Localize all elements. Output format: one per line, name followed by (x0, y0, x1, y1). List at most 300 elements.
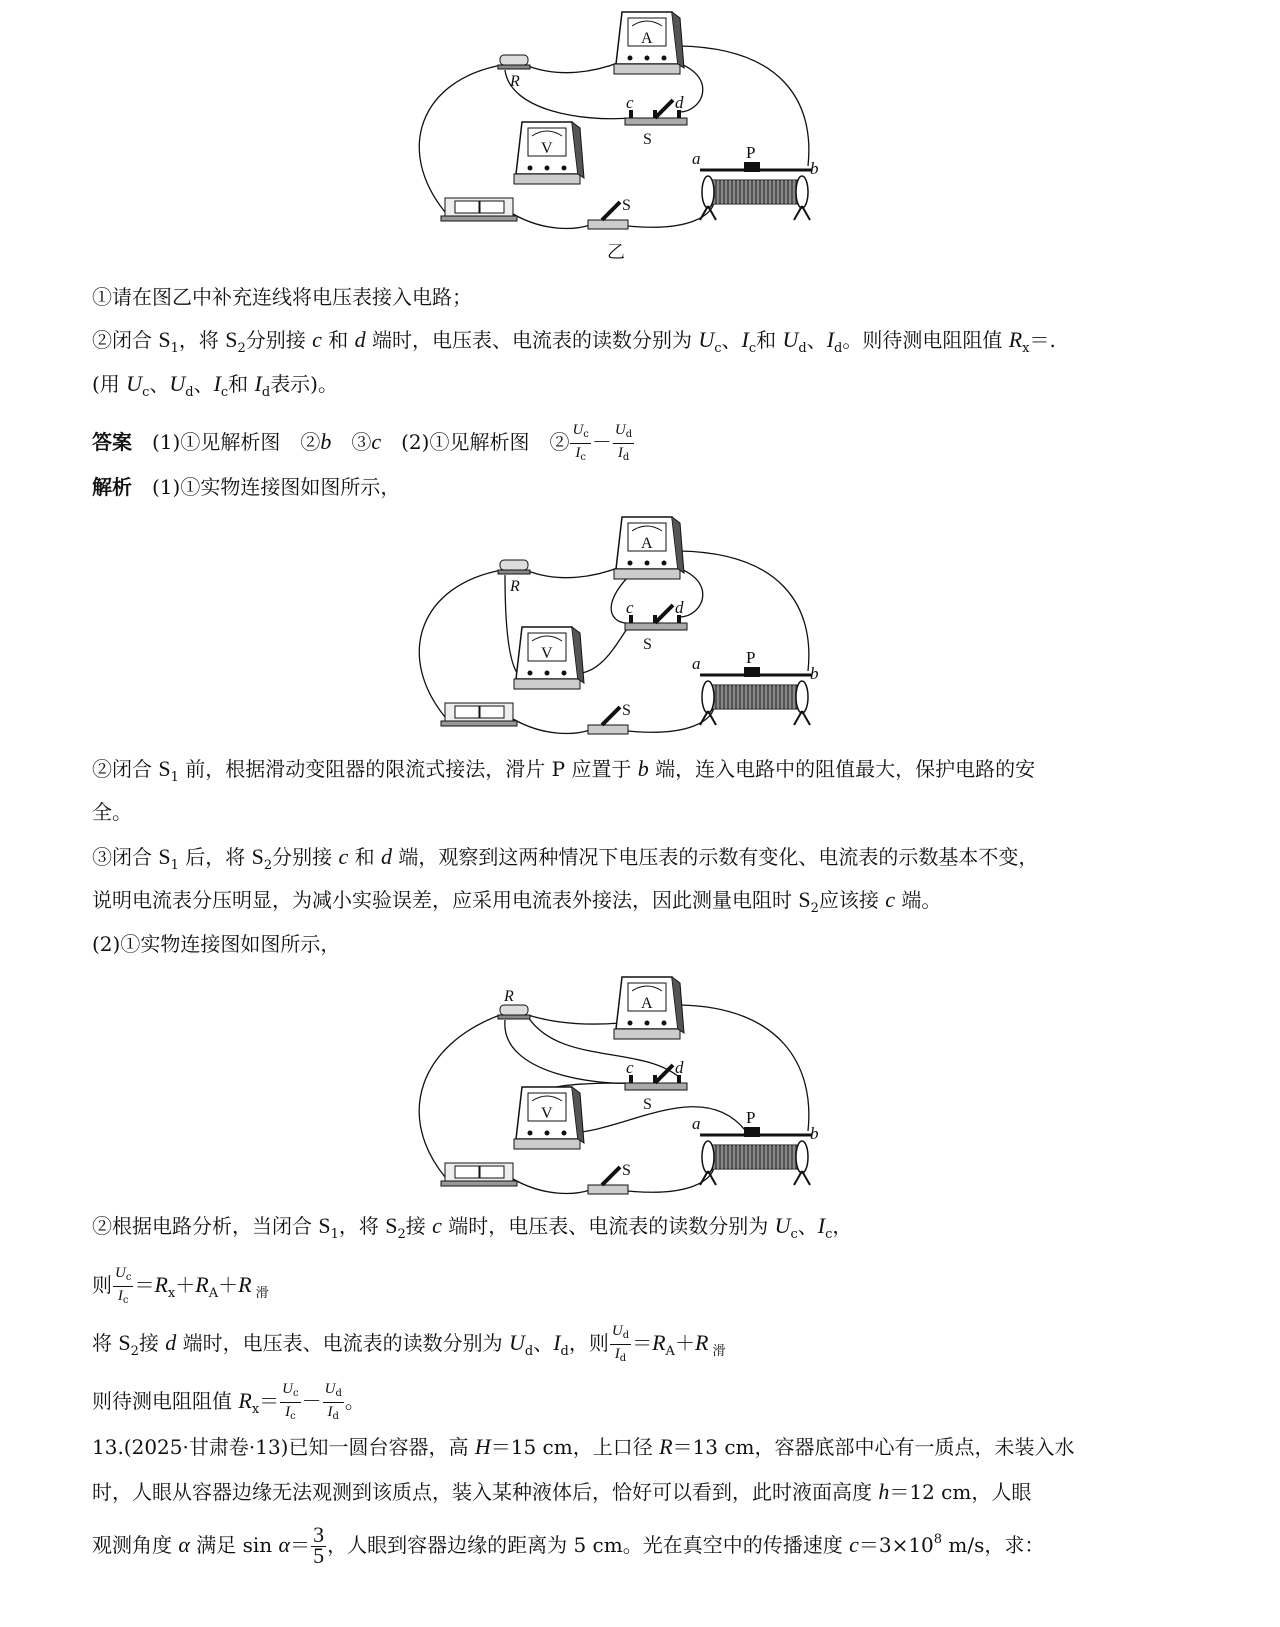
text: 则 (92, 1273, 112, 1297)
math-roman: S (798, 887, 811, 912)
fraction-denominator (328, 1403, 339, 1425)
voltmeter-base (514, 1139, 580, 1149)
ammeter-terminal (662, 1021, 667, 1026)
subscript: d (332, 1411, 339, 1422)
text: 和 (348, 845, 381, 869)
text: 、 (797, 1214, 818, 1238)
math-italic: R (238, 1272, 252, 1297)
wire (628, 1167, 714, 1192)
text: ②根据电路分析，当闭合 (92, 1214, 319, 1238)
text-line (92, 1264, 269, 1309)
resistor-rx-base (498, 65, 530, 69)
math-italic: U (698, 327, 715, 352)
math-italic: R (195, 1272, 209, 1297)
terminal-a-label: a (692, 654, 701, 673)
switch-s2-terminal (653, 615, 657, 623)
subscript: 2 (130, 1344, 139, 1359)
rheostat-slider (744, 1127, 760, 1137)
subscript: d (560, 1344, 569, 1359)
subscript: c (290, 1411, 296, 1422)
ammeter-terminal (645, 56, 650, 61)
text-line (92, 1322, 726, 1367)
battery-base (441, 1181, 517, 1186)
subscript: c (122, 1295, 129, 1306)
math-symbol: I (575, 445, 581, 461)
math-symbol: U (611, 1323, 623, 1339)
subscript: c (220, 385, 229, 400)
math-roman: S (318, 1213, 331, 1238)
subscript: d (524, 1344, 534, 1359)
text: ②闭合 (92, 757, 159, 781)
text: 端，观察到这两种情况下电压表的示数有变化、电流表的示数基本不变， (391, 845, 1039, 869)
wire (680, 46, 809, 166)
math-symbol: U (324, 1381, 336, 1397)
text: 、 (149, 372, 170, 396)
resistor-rx (500, 55, 528, 65)
math-italic: c (849, 1532, 859, 1557)
subscript: d (625, 429, 633, 440)
terminal-d-label: d (675, 1058, 684, 1077)
text: 后，将 (178, 845, 252, 869)
math-italic: U (774, 1213, 791, 1238)
switch-s2-label: S (643, 636, 652, 653)
math-roman: S (251, 844, 264, 869)
math-italic: I (826, 327, 835, 352)
subscript: d (834, 341, 843, 356)
fraction-numerator (610, 1322, 631, 1345)
text-line (92, 473, 400, 501)
text: 全。 (92, 800, 132, 824)
circuit-diagram-answer-2 (0, 965, 1280, 1205)
wire (419, 1015, 500, 1177)
switch-s2-terminal (653, 110, 657, 118)
text: ＝ (290, 1533, 311, 1557)
text: ＋ (175, 1273, 196, 1297)
subscript: d (619, 1353, 627, 1364)
text: － (301, 1389, 322, 1413)
rheostat-legs (700, 711, 810, 725)
math-italic: α (278, 1532, 291, 1557)
subscript: c (790, 1227, 798, 1242)
switch-s1-blade (602, 1167, 620, 1185)
text: 满足 sin (189, 1533, 279, 1557)
subscript: c (714, 341, 722, 356)
text: 观测角度 (92, 1533, 179, 1557)
fraction-denominator (575, 444, 586, 466)
text: (2)①实物连接图如图所示， (92, 932, 341, 956)
ammeter-label: A (641, 535, 653, 552)
math-italic: R (652, 1330, 666, 1355)
math-italic: b (637, 756, 649, 781)
switch-s2-base (625, 1083, 687, 1090)
fraction (113, 1264, 133, 1309)
text: 端时，电压表、电流表的读数分别为 (441, 1214, 775, 1238)
resistor-rx-label: R (510, 578, 520, 595)
text: ＋ (218, 1273, 239, 1297)
text: ③闭合 (92, 845, 159, 869)
wire (628, 202, 714, 227)
text-line (92, 1380, 365, 1425)
slider-p-label: P (746, 648, 756, 667)
terminal-a-label: a (692, 1114, 701, 1133)
text: 时，人眼从容器边缘无法观测到该质点，装入某种液体后，恰好可以看到，此时液面高度 (92, 1480, 879, 1504)
switch-s2-base (625, 118, 687, 125)
text-line (92, 886, 941, 923)
subscript: d (622, 452, 630, 463)
battery-base (441, 721, 517, 726)
text: ， (832, 1214, 853, 1238)
ammeter-terminal (662, 56, 667, 61)
switch-s1-base (588, 220, 628, 229)
math-italic: U (508, 1330, 525, 1355)
subscript: d (335, 1388, 342, 1399)
text-line (92, 1478, 1031, 1506)
math-italic: b (320, 429, 332, 454)
subscript: d (261, 385, 271, 400)
circuit-diagram-answer-1 (0, 505, 1280, 745)
switch-s1-label: S (622, 702, 631, 719)
voltmeter (514, 627, 584, 689)
switch-s2-blade (655, 100, 673, 118)
ammeter (614, 517, 684, 579)
switch-s1-blade (602, 202, 620, 220)
text: 13.(2025·甘肃卷·13)已知一圆台容器，高 (92, 1435, 475, 1459)
battery-cell (480, 1166, 504, 1178)
math-roman: S (118, 1330, 131, 1355)
ammeter-base (614, 1029, 680, 1039)
subscript: 1 (170, 858, 179, 873)
text: (用 (92, 372, 127, 396)
text: ＝15 cm，上口径 (490, 1435, 660, 1459)
text: 接 (405, 1214, 433, 1238)
terminal-c-label: c (626, 93, 634, 112)
text: ②闭合 (92, 328, 159, 352)
wire (419, 570, 502, 717)
battery-cell (480, 201, 504, 213)
ammeter-terminal (628, 561, 633, 566)
text: 。 (344, 1389, 365, 1413)
ammeter-terminal (628, 56, 633, 61)
math-symbol: I (285, 1404, 291, 1420)
rheostat-end-left (702, 176, 714, 208)
switch-s1-label: S (622, 197, 631, 214)
terminal-c-label: c (626, 598, 634, 617)
wire (505, 1020, 631, 1083)
text: ，则 (568, 1331, 609, 1355)
math-symbol: I (327, 1404, 333, 1420)
math-italic: R (1008, 327, 1023, 352)
circuit (419, 12, 818, 262)
subscript: c (142, 385, 150, 400)
text-line (92, 283, 472, 311)
fraction-denominator (618, 444, 629, 466)
math-italic: c (432, 1213, 442, 1238)
subscript: c (748, 341, 757, 356)
math-italic: I (254, 371, 262, 396)
text: 、 (533, 1331, 554, 1355)
switch-s1-base (588, 1185, 628, 1194)
subscript: c (583, 429, 589, 440)
math-symbol: 5 (313, 1543, 325, 1568)
fraction (613, 421, 634, 466)
wire (419, 65, 502, 212)
text: (1)①实物连接图如图所示， (132, 475, 401, 499)
math-symbol: U (115, 1265, 126, 1281)
subscript: c (293, 1388, 299, 1399)
fraction-numerator (570, 421, 590, 444)
text: 端。 (895, 888, 942, 912)
fraction-numerator (280, 1380, 300, 1403)
text: 说明电流表分压明显，为减小实验误差，应采用电流表外接法，因此测量电阻时 (92, 888, 799, 912)
wire (513, 719, 590, 733)
math-italic: U (782, 327, 799, 352)
subscript: 滑 (251, 1286, 269, 1301)
math-italic: R (238, 1388, 252, 1413)
battery-base (441, 216, 517, 221)
voltmeter-terminal (528, 166, 533, 171)
resistor-rx-base (498, 1015, 530, 1019)
voltmeter-terminal (545, 166, 550, 171)
text: ＝12 cm，人眼 (889, 1480, 1032, 1504)
rheostat-end-right (796, 681, 808, 713)
wire (628, 707, 714, 732)
rheostat-end-left (702, 681, 714, 713)
subscript: A (208, 1286, 219, 1301)
switch-s1-label: S (622, 1162, 631, 1179)
voltmeter-base (514, 679, 580, 689)
text: 分别接 (245, 328, 313, 352)
math-roman: S (385, 1213, 398, 1238)
text: 和 (228, 372, 255, 396)
math-italic: R (154, 1272, 168, 1297)
rheostat-end-right (796, 1141, 808, 1173)
text: ＝ (632, 1331, 653, 1355)
math-italic: H (474, 1434, 491, 1459)
fraction-numerator (613, 421, 634, 444)
fraction (570, 421, 590, 466)
wire (513, 1179, 590, 1193)
slider-p-label: P (746, 1108, 756, 1127)
text: 端，连入电路中的阻值最大，保护电路的安 (648, 757, 1036, 781)
subscript: 1 (330, 1227, 339, 1242)
wire (528, 62, 620, 73)
text: 端时，电压表、电流表的读数分别为 (365, 328, 699, 352)
voltmeter-terminal (528, 671, 533, 676)
math-italic: c (312, 327, 322, 352)
fraction-denominator (285, 1403, 296, 1425)
voltmeter (514, 1087, 584, 1149)
text: ＝13 cm，容器底部中心有一质点，未装入水 (672, 1435, 1075, 1459)
text: ③ (331, 430, 372, 454)
math-roman: S (158, 844, 171, 869)
wire (565, 1107, 745, 1133)
fraction (323, 1380, 344, 1425)
text: 则待测电阻阻值 (92, 1389, 239, 1413)
subscript: d (185, 385, 194, 400)
terminal-b-label: b (810, 1124, 819, 1143)
figure-caption: 乙 (607, 242, 625, 262)
voltmeter-label: V (541, 140, 553, 157)
text: ，将 (178, 328, 226, 352)
text: 应该接 (818, 888, 886, 912)
voltmeter-terminal (562, 671, 567, 676)
voltmeter-label: V (541, 1105, 553, 1122)
text: ＋ (674, 1331, 695, 1355)
ammeter-base (614, 569, 680, 579)
subscript: 2 (237, 341, 246, 356)
math-italic: R (694, 1330, 709, 1355)
math-italic: U (169, 371, 186, 396)
ammeter-label: A (641, 30, 653, 47)
text-line (92, 798, 132, 826)
subscript: x (251, 1402, 260, 1417)
text: － (591, 430, 612, 454)
subscript: x (1022, 341, 1030, 356)
rheostat-legs (700, 1171, 810, 1185)
subscript: x (167, 1286, 176, 1301)
wire (513, 214, 590, 228)
rheostat-end-left (702, 1141, 714, 1173)
fraction (610, 1322, 631, 1367)
battery-cell (480, 706, 504, 718)
ammeter (614, 12, 684, 74)
switch-s1-base (588, 725, 628, 734)
math-italic: h (878, 1479, 890, 1504)
voltmeter-label: V (541, 645, 553, 662)
text: ＝ (259, 1389, 280, 1413)
subscript: c (825, 1227, 833, 1242)
text: 和 (321, 328, 355, 352)
rheostat-legs (700, 206, 810, 220)
switch-s2-label: S (643, 1096, 652, 1113)
text: 和 (756, 328, 783, 352)
superscript: 8 (933, 1532, 943, 1547)
text: ＝ (134, 1273, 155, 1297)
wire (528, 1015, 620, 1024)
terminal-b-label: b (810, 664, 819, 683)
text-line (92, 1212, 852, 1249)
math-roman: S (225, 327, 238, 352)
wire (680, 1005, 809, 1131)
math-italic: d (165, 1330, 177, 1355)
switch-s2-base (625, 623, 687, 630)
text-line (92, 1433, 1075, 1461)
fraction-denominator (118, 1287, 129, 1309)
text: (2)①见解析图 ② (381, 430, 570, 454)
wire (680, 551, 809, 671)
subscript: d (798, 341, 807, 356)
resistor-rx-label: R (504, 988, 514, 1005)
text: ＝. (1029, 328, 1056, 352)
math-italic: R (659, 1434, 673, 1459)
subscript: 滑 (708, 1344, 726, 1359)
text-line (92, 370, 338, 407)
rheostat-end-right (796, 176, 808, 208)
ammeter-label: A (641, 995, 653, 1012)
math-italic: c (371, 429, 382, 454)
text: m/s，求： (942, 1533, 1045, 1557)
ammeter-terminal (645, 1021, 650, 1026)
fraction-denominator (313, 1543, 325, 1568)
switch-s2-terminal (653, 1075, 657, 1083)
voltmeter-terminal (562, 166, 567, 171)
wire (528, 567, 620, 578)
fraction (311, 1522, 326, 1568)
rheostat-slider (744, 667, 760, 677)
voltmeter-terminal (545, 671, 550, 676)
text-line (92, 930, 340, 958)
text: 。则待测电阻阻值 (842, 328, 1009, 352)
voltmeter-base (514, 174, 580, 184)
circuit (419, 977, 818, 1194)
wire (505, 70, 631, 119)
resistor-rx (500, 560, 528, 570)
text: ，人眼到容器边缘的距离为 5 cm。光在真空中的传播速度 (327, 1533, 850, 1557)
section-label: 答案 (92, 430, 132, 454)
circuit (419, 517, 818, 734)
math-symbol: 3 (313, 1522, 325, 1547)
math-italic: I (741, 327, 749, 352)
math-italic: d (380, 844, 392, 869)
terminal-a-label: a (692, 149, 701, 168)
ammeter-base (614, 64, 680, 74)
text: (1)①见解析图 ② (132, 430, 321, 454)
voltmeter (514, 122, 584, 184)
math-symbol: I (614, 1346, 620, 1362)
text: ，将 (338, 1214, 386, 1238)
switch-s1-blade (602, 707, 620, 725)
text: 接 (138, 1331, 166, 1355)
subscript: c (125, 1272, 132, 1283)
terminal-c-label: c (626, 1058, 634, 1077)
math-italic: α (178, 1532, 190, 1557)
subscript: 1 (170, 341, 179, 356)
text: 前，根据滑动变阻器的限流式接法，滑片 P 应置于 (178, 757, 638, 781)
math-symbol: U (614, 422, 626, 438)
battery-cell (455, 1166, 479, 1178)
subscript: A (665, 1344, 675, 1359)
battery-cell (455, 201, 479, 213)
ammeter-terminal (662, 561, 667, 566)
terminal-d-label: d (675, 93, 684, 112)
ammeter-terminal (645, 561, 650, 566)
math-symbol: I (117, 1288, 123, 1304)
math-symbol: I (617, 445, 623, 461)
math-italic: U (126, 371, 143, 396)
math-italic: I (213, 371, 221, 396)
fraction (280, 1380, 300, 1425)
voltmeter-terminal (545, 1131, 550, 1136)
text: ①请在图乙中补充连线将电压表接入电路； (92, 285, 472, 309)
circuit-diagram-yi (0, 0, 1280, 270)
text: 、 (806, 328, 827, 352)
fraction-numerator (323, 1380, 344, 1403)
rheostat-slider (744, 162, 760, 172)
math-italic: d (354, 327, 366, 352)
text: 、 (193, 372, 214, 396)
subscript: 2 (397, 1227, 406, 1242)
math-symbol: U (572, 422, 584, 438)
switch-s2-label: S (643, 131, 652, 148)
subscript: 2 (263, 858, 273, 873)
fraction-numerator (113, 1264, 133, 1287)
text: 表示)。 (270, 372, 338, 396)
text: 、 (721, 328, 742, 352)
text-line (92, 755, 1035, 792)
math-roman: S (158, 756, 171, 781)
text: 端时，电压表、电流表的读数分别为 (176, 1331, 509, 1355)
voltmeter-terminal (528, 1131, 533, 1136)
